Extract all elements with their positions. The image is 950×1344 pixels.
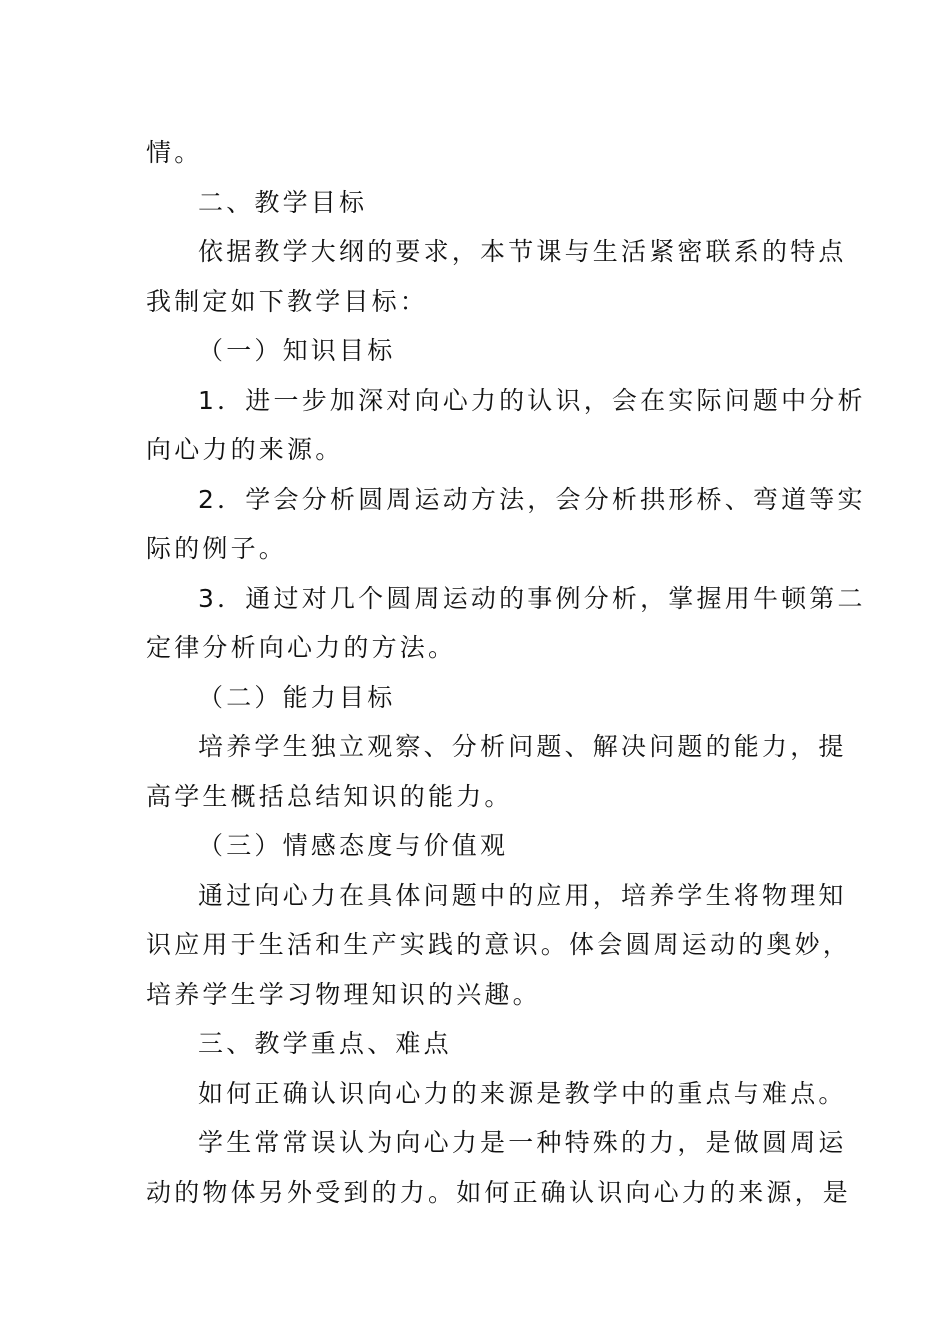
paragraph-line: 识应用于生活和生产实践的意识。体会圆周运动的奥妙， — [146, 930, 852, 959]
paragraph-line: 定律分析向心力的方法。 — [146, 633, 457, 662]
subsection-heading: （三）情感态度与价值观 — [198, 831, 509, 860]
paragraph-line: 情。 — [146, 138, 203, 167]
paragraph-line: 如何正确认识向心力的来源是教学中的重点与难点。 — [198, 1078, 847, 1108]
subsection-heading: （一）知识目标 — [198, 336, 396, 365]
paragraph-line: 向心力的来源。 — [146, 435, 344, 464]
section-heading: 三、教学重点、难点 — [198, 1029, 452, 1058]
subsection-heading: （二）能力目标 — [198, 682, 396, 712]
paragraph-line: 培养学生学习物理知识的兴趣。 — [146, 979, 541, 1009]
section-heading: 二、教学目标 — [198, 187, 368, 217]
paragraph-line: 通过向心力在具体问题中的应用，培养学生将物理知 — [198, 880, 847, 910]
paragraph-line: 依据教学大纲的要求，本节课与生活紧密联系的特点 — [198, 237, 847, 266]
list-item: 3．通过对几个圆周运动的事例分析，掌握用牛顿第二 — [198, 583, 866, 613]
paragraph-line: 高学生概括总结知识的能力。 — [146, 781, 513, 811]
paragraph-line: 培养学生独立观察、分析问题、解决问题的能力，提 — [198, 732, 847, 761]
list-item: 2．学会分析圆周运动方法，会分析拱形桥、弯道等实 — [198, 484, 866, 514]
paragraph-line: 际的例子。 — [146, 534, 288, 563]
paragraph-line: 我制定如下教学目标： — [146, 286, 429, 316]
list-item: 1．进一步加深对向心力的认识，会在实际问题中分析 — [198, 385, 866, 415]
paragraph-line: 学生常常误认为向心力是一种特殊的力，是做圆周运 — [198, 1128, 847, 1157]
document-body — [146, 128, 866, 1217]
paragraph-line: 动的物体另外受到的力。如何正确认识向心力的来源，是 — [146, 1177, 852, 1207]
